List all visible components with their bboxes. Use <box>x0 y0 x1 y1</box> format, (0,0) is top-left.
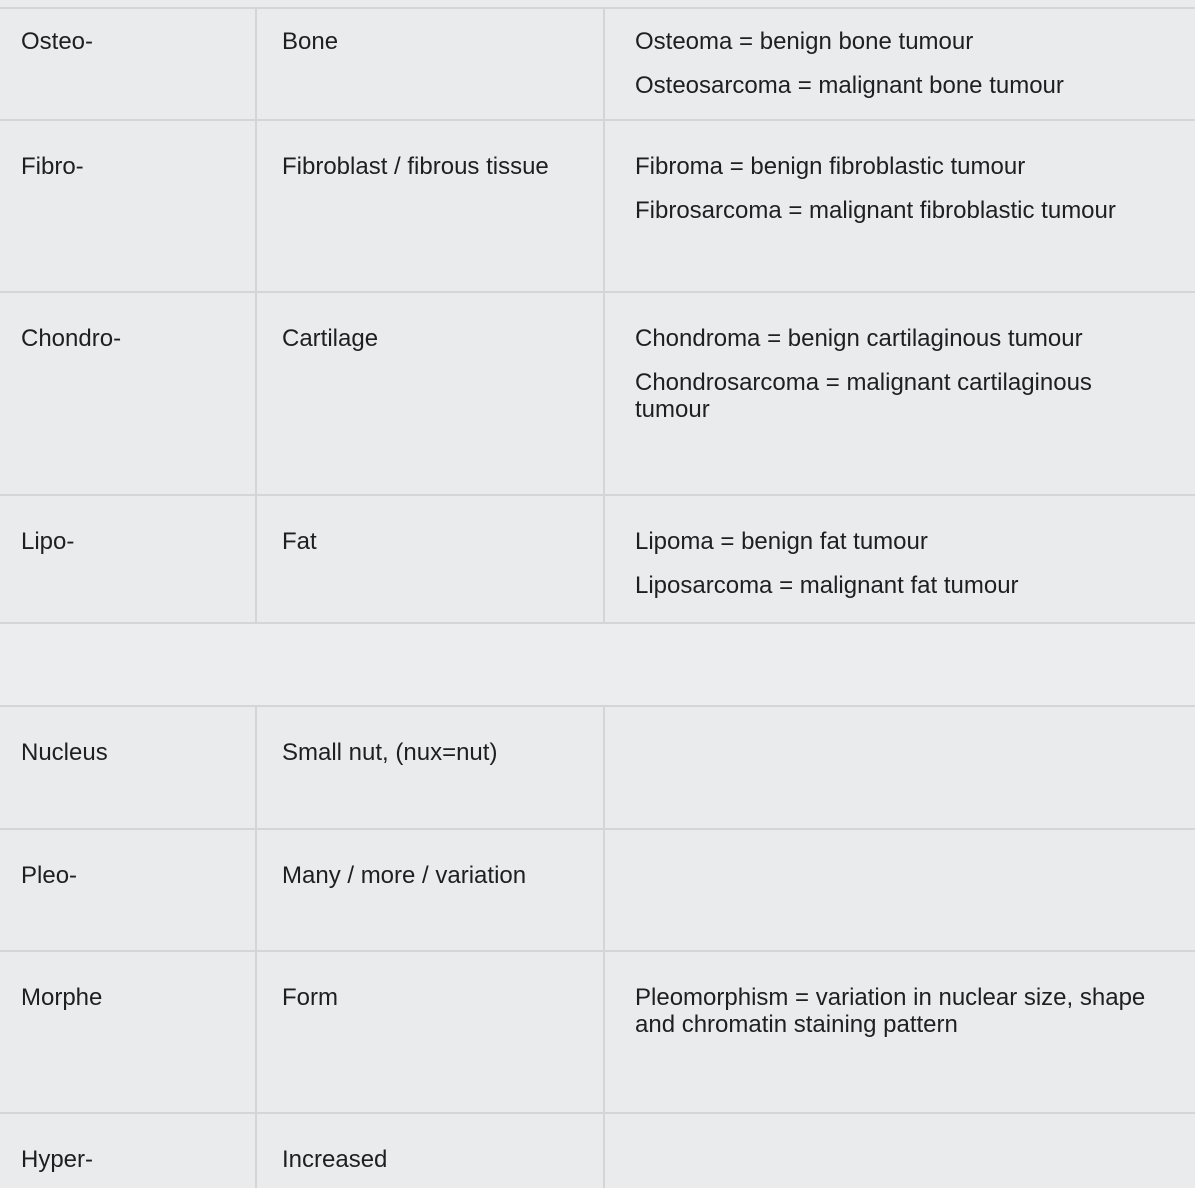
example-line: Osteosarcoma = malignant bone tumour <box>635 72 1064 99</box>
meaning-text: Fat <box>282 528 317 555</box>
prefix-text: Fibro- <box>21 153 84 180</box>
meaning-cell <box>255 952 603 1112</box>
examples-cell <box>603 830 1195 950</box>
examples-cell <box>603 707 1195 828</box>
table-row <box>0 119 1195 291</box>
example-line: Lipoma = benign fat tumour <box>635 528 928 555</box>
prefix-cell <box>0 496 255 622</box>
example-line: Chondrosarcoma = malignant cartilaginous tumour <box>635 369 1092 423</box>
example-line: Osteoma = benign bone tumour <box>635 28 974 55</box>
prefix-cell <box>0 952 255 1112</box>
meaning-text: Cartilage <box>282 325 379 352</box>
prefix-cell <box>0 9 255 119</box>
table-row <box>0 291 1195 494</box>
meaning-text: Form <box>282 984 338 1011</box>
prefix-text: Nucleus <box>21 739 108 766</box>
table-row <box>0 828 1195 950</box>
examples-cell <box>603 496 1195 622</box>
prefix-text: Osteo- <box>21 28 94 55</box>
example-line: Liposarcoma = malignant fat tumour <box>635 572 1019 599</box>
example-line: Fibroma = benign fibroblastic tumour <box>635 153 1026 180</box>
meaning-cell <box>255 830 603 950</box>
meaning-text: Small nut, (nux=nut) <box>282 739 498 766</box>
meaning-cell <box>255 707 603 828</box>
example-line: Chondroma = benign cartilaginous tumour <box>635 325 1083 352</box>
table-row <box>0 950 1195 1112</box>
meaning-text: Many / more / variation <box>282 862 527 889</box>
meaning-text: Fibroblast / fibrous tissue <box>282 153 549 180</box>
examples-cell <box>603 1114 1195 1188</box>
table-gap <box>0 622 1195 707</box>
meaning-cell <box>255 293 603 494</box>
top-edge-sliver <box>0 0 1195 7</box>
meaning-cell <box>255 121 603 291</box>
meaning-cell <box>255 1114 603 1188</box>
prefix-text: Pleo- <box>21 862 78 889</box>
table-row <box>0 7 1195 119</box>
table-row <box>0 707 1195 828</box>
prefix-cell <box>0 293 255 494</box>
prefix-cell <box>0 707 255 828</box>
prefix-text: Chondro- <box>21 325 122 352</box>
meaning-cell <box>255 9 603 119</box>
examples-cell <box>603 293 1195 494</box>
prefix-cell <box>0 830 255 950</box>
meaning-cell <box>255 496 603 622</box>
prefix-cell <box>0 1114 255 1188</box>
prefix-text: Hyper- <box>21 1146 94 1173</box>
examples-cell <box>603 9 1195 119</box>
examples-cell <box>603 121 1195 291</box>
meaning-text: Increased <box>282 1146 388 1173</box>
examples-cell <box>603 952 1195 1112</box>
table-row <box>0 1112 1195 1188</box>
prefix-cell <box>0 121 255 291</box>
example-line: Fibrosarcoma = malignant fibroblastic tumour <box>635 197 1116 224</box>
prefix-text: Lipo- <box>21 528 75 555</box>
prefix-text: Morphe <box>21 984 103 1011</box>
example-line: Pleomorphism = variation in nuclear size, shape and chromatin staining pattern <box>635 984 1146 1038</box>
table-row <box>0 494 1195 622</box>
meaning-text: Bone <box>282 28 339 55</box>
